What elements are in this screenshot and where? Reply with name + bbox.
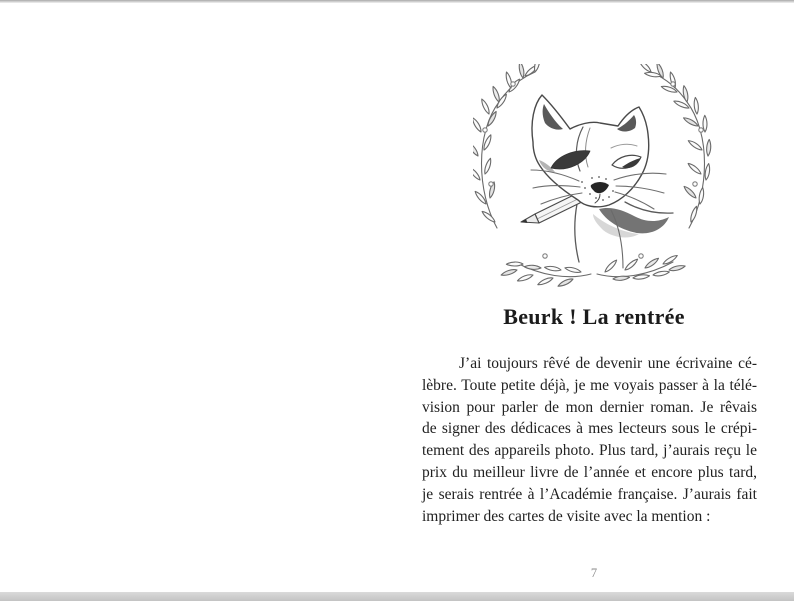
paragraph-line: J’ai toujours rêvé de devenir une écrivaine cé-	[459, 355, 757, 372]
paragraph-line: de signer des dédicaces à mes lecteurs sous le crépi-	[422, 420, 757, 438]
paragraph-line: prix du meilleur livre de l’année et encore plus tard,	[422, 463, 757, 481]
paragraph-line: je serais rentrée à l’Académie française. J’aurais fait	[422, 485, 757, 503]
paragraph-line: vision pour parler de mon dernier roman. Je rêvais	[422, 398, 757, 416]
paragraph-line: tement des appareils photo. Plus tard, j’aurais reçu le	[422, 442, 757, 460]
paragraph-line: lèbre. Toute petite déjà, je me voyais passer à la télé-	[422, 376, 757, 394]
page-number: 7	[590, 566, 598, 580]
window-bottom-bar	[0, 592, 794, 601]
paragraph-line: imprimer des cartes de visite avec la mention :	[422, 507, 711, 525]
cat-icon	[521, 95, 673, 268]
right-page	[397, 3, 794, 592]
chapter-paragraph	[422, 353, 757, 527]
left-page-blank	[0, 3, 397, 592]
chapter-title: Beurk ! La rentrée	[503, 304, 685, 329]
cat-laurel-illustration	[473, 64, 713, 290]
